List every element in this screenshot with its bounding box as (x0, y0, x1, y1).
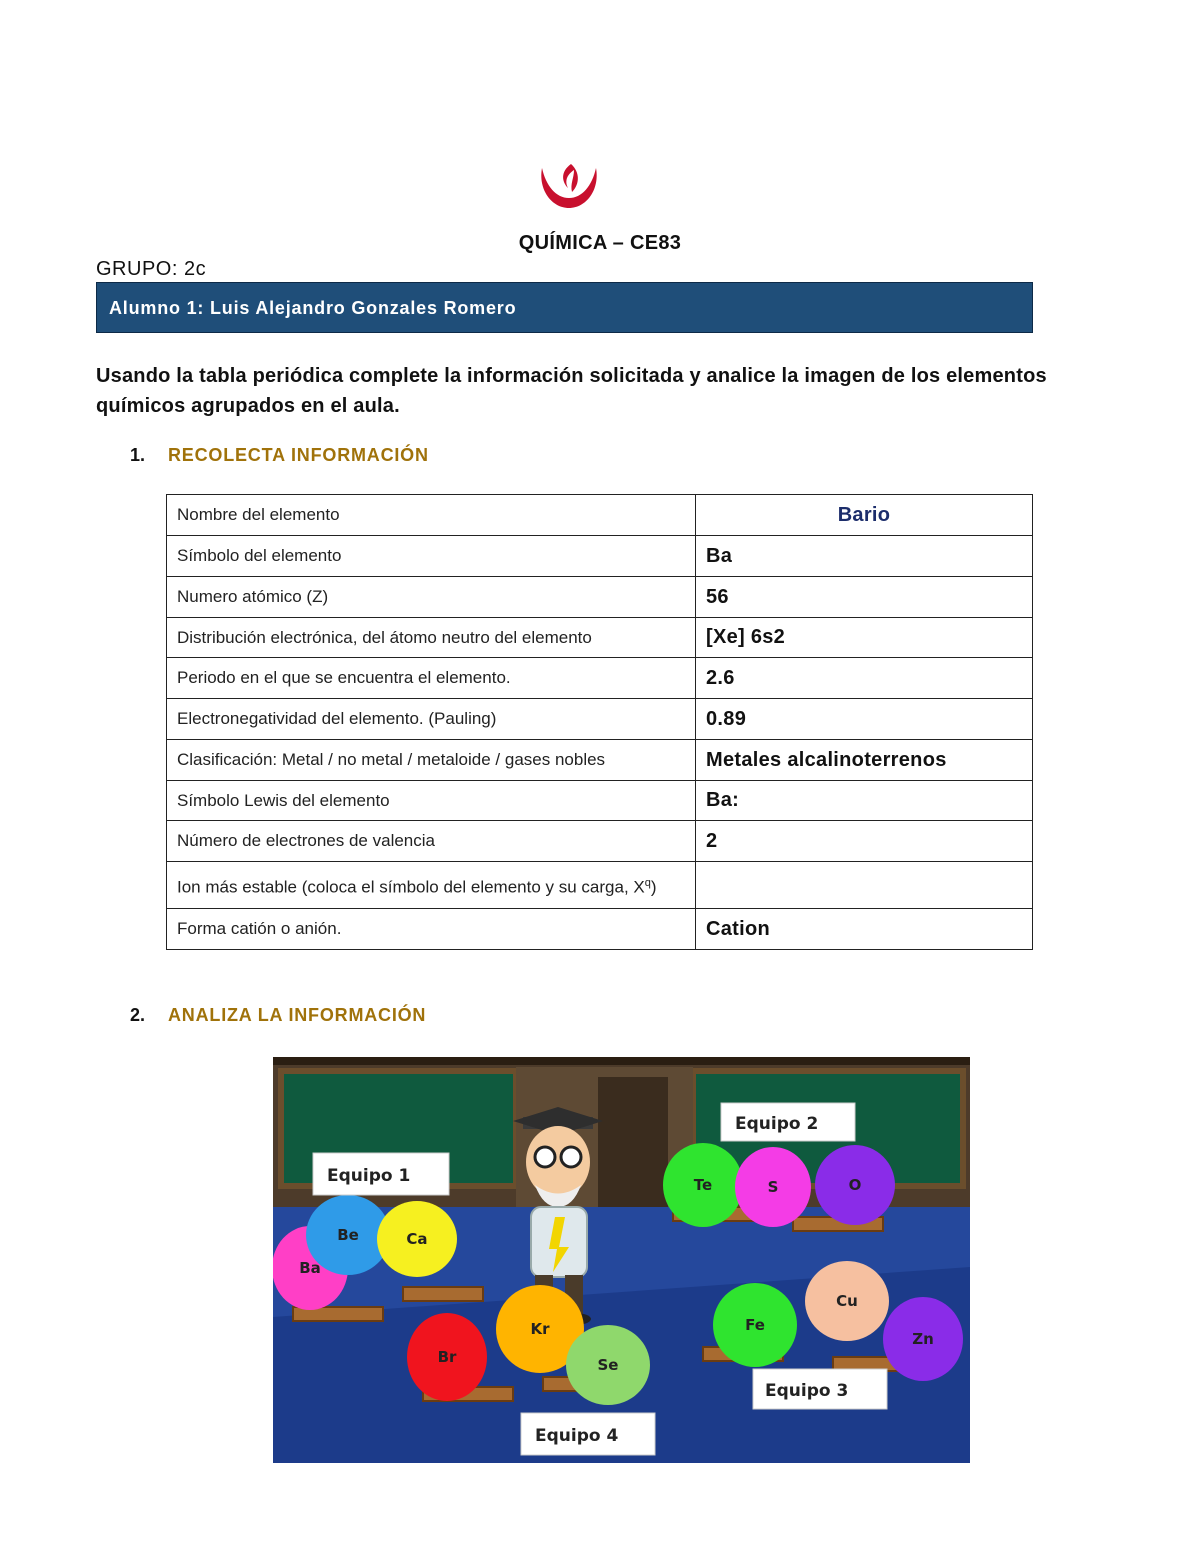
table-row (167, 495, 1033, 536)
element-ball-zn (883, 1297, 963, 1381)
table-row (167, 699, 1033, 740)
section-1-heading (130, 445, 429, 466)
question-cell: Nombre del elemento (167, 495, 696, 536)
question-cell: Símbolo del elemento (167, 536, 696, 577)
answer-cell (696, 862, 1033, 909)
table-row (167, 821, 1033, 862)
element-symbol: S (767, 1178, 779, 1196)
group-label: GRUPO: 2c (96, 258, 207, 280)
section-label: ANALIZA LA INFORMACIÓN (168, 1005, 427, 1025)
element-symbol: Fe (745, 1316, 765, 1334)
instructions: Usando la tabla periódica complete la información solicitada y analice la imagen de los elementos químicos agrupados en el aula. (96, 365, 1047, 417)
question-cell: Clasificación: Metal / no metal / metaloide / gases nobles (167, 740, 696, 781)
team-label-text: Equipo 4 (535, 1426, 619, 1446)
answer-cell: 2.6 (696, 658, 1033, 699)
team-label-text: Equipo 2 (735, 1114, 819, 1134)
team-label-3 (753, 1369, 887, 1409)
question-cell: Ion más estable (coloca el símbolo del elemento y su carga, $X^q$) (167, 862, 696, 909)
element-ball-se (566, 1325, 650, 1405)
table-row (167, 740, 1033, 781)
team-label-1 (313, 1153, 449, 1195)
section-label: RECOLECTA INFORMACIÓN (168, 445, 429, 465)
answer-cell: Ba: (696, 781, 1033, 821)
table-row (167, 781, 1033, 821)
student-bar (96, 282, 1033, 333)
section-2-heading (130, 1005, 426, 1026)
student-name: Alumno 1: Luis Alejandro Gonzales Romero (109, 298, 517, 318)
section-number: 1. (130, 445, 146, 465)
element-symbol: Te (693, 1176, 713, 1194)
table-row (167, 577, 1033, 618)
answer-cell: [Xe] 6s2 (696, 618, 1033, 658)
team-label-text: Equipo 1 (327, 1166, 411, 1186)
answer-cell: 56 (696, 577, 1033, 618)
table-row (167, 618, 1033, 658)
element-symbol: Ca (406, 1230, 428, 1248)
element-symbol: O (848, 1176, 862, 1194)
element-symbol: Br (437, 1348, 457, 1366)
answer-cell: Ba (696, 536, 1033, 577)
table-row (167, 536, 1033, 577)
element-ball-o (815, 1145, 895, 1225)
element-ball-s (735, 1147, 811, 1227)
upc-logo (538, 162, 600, 212)
team-label-text: Equipo 3 (765, 1381, 849, 1401)
element-ball-ca (377, 1201, 457, 1277)
question-cell: Símbolo Lewis del elemento (167, 781, 696, 821)
element-ball-te (663, 1143, 743, 1227)
answer-cell: Bario (696, 495, 1033, 536)
element-symbol: Zn (912, 1330, 934, 1348)
element-symbol: Kr (530, 1320, 550, 1338)
question-cell: Forma catión o anión. (167, 909, 696, 950)
element-symbol: Cu (836, 1292, 858, 1310)
element-symbol: Be (337, 1226, 359, 1244)
element-symbol: Se (597, 1356, 619, 1374)
question-cell: Electronegatividad del elemento. (Pauling) (167, 699, 696, 740)
section-number: 2. (130, 1005, 146, 1025)
document-title: QUÍMICA – CE83 (518, 232, 682, 254)
answer-cell: 2 (696, 821, 1033, 862)
team-label-2 (721, 1103, 855, 1141)
element-info-table (166, 494, 1033, 950)
team-label-4 (521, 1413, 655, 1455)
question-cell: Distribución electrónica, del átomo neutro del elemento (167, 618, 696, 658)
answer-cell: Cation (696, 909, 1033, 950)
element-ball-br (407, 1313, 487, 1401)
element-symbol: Ba (299, 1259, 321, 1277)
question-cell: Número de electrones de valencia (167, 821, 696, 862)
question-cell: Numero atómico (Z) (167, 577, 696, 618)
question-cell: Periodo en el que se encuentra el elemento. (167, 658, 696, 699)
table-row (167, 862, 1033, 909)
element-ball-fe (713, 1283, 797, 1367)
table-row (167, 658, 1033, 699)
table-row (167, 909, 1033, 950)
classroom-scene (273, 1057, 970, 1463)
element-ball-cu (805, 1261, 889, 1341)
answer-cell: Metales alcalinoterrenos (696, 740, 1033, 781)
answer-cell: 0.89 (696, 699, 1033, 740)
classroom-illustration (273, 1057, 970, 1463)
